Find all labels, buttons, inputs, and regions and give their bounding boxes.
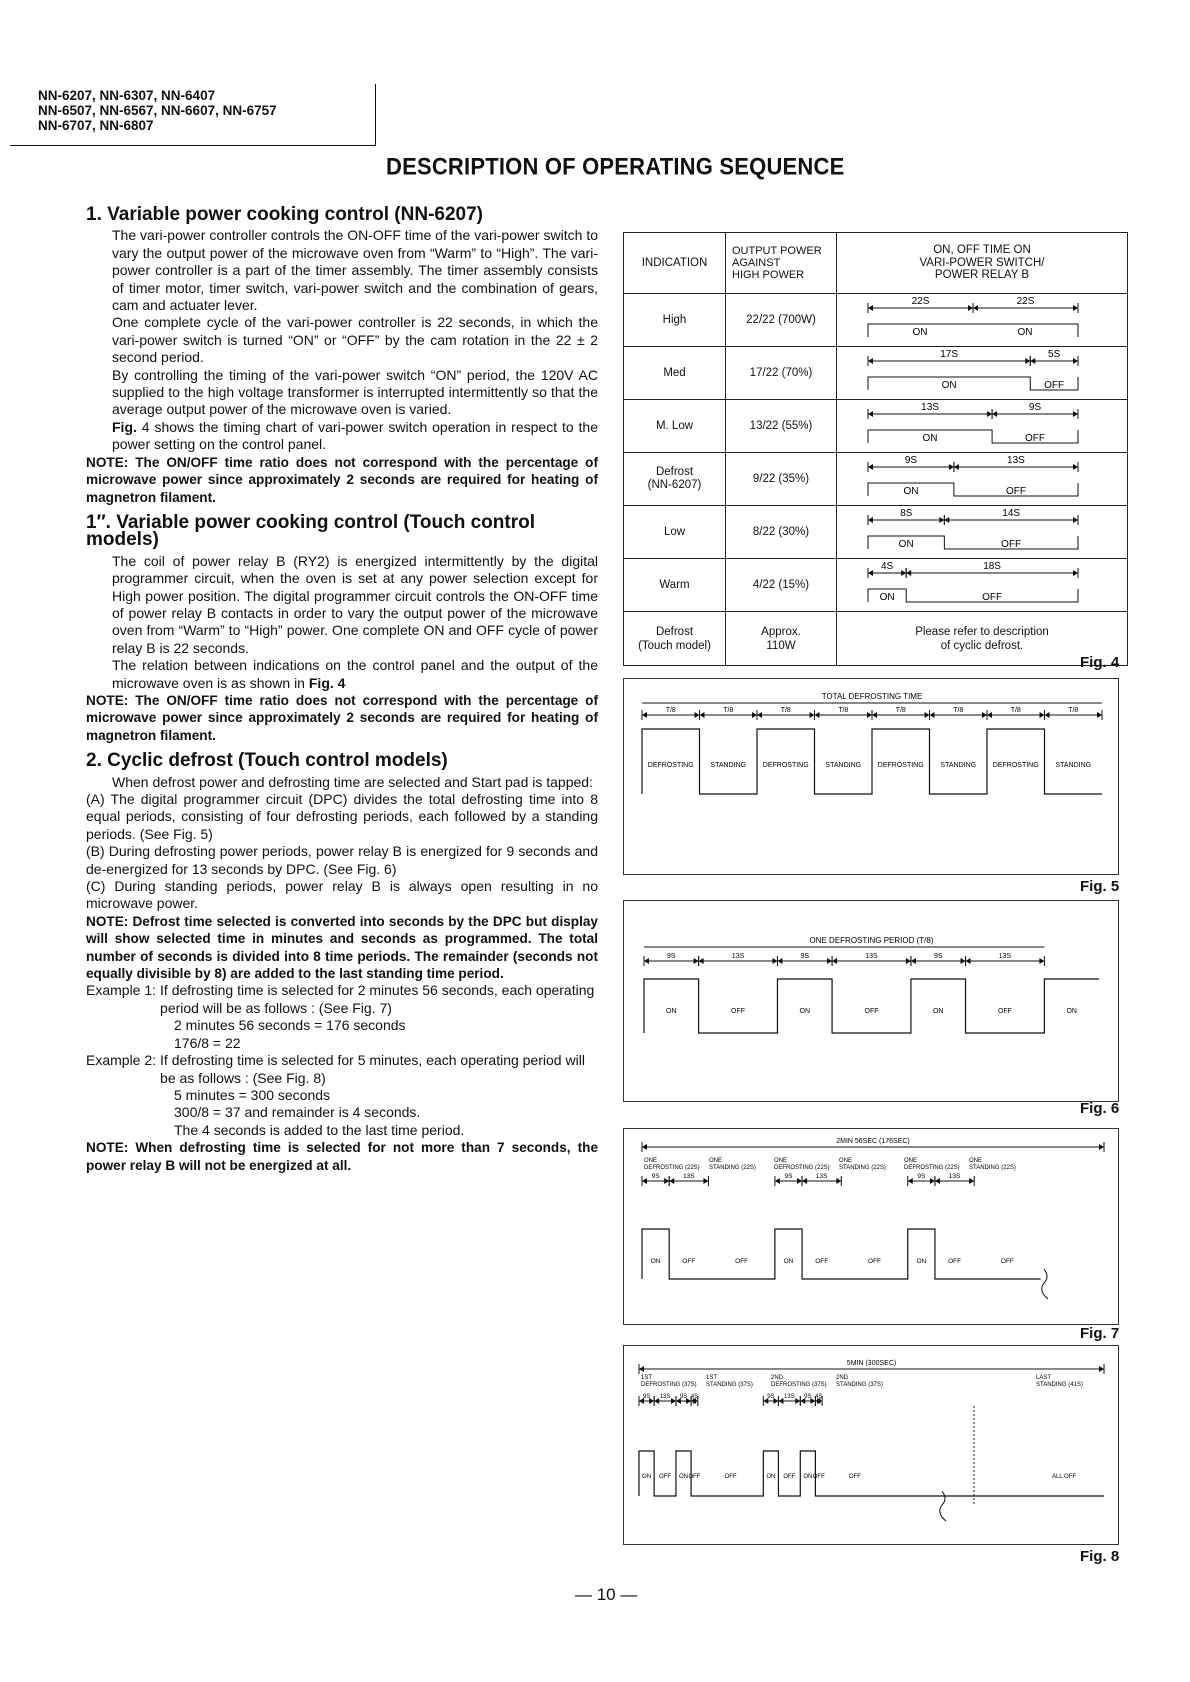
- fig5-period-label: T/8: [780, 707, 791, 714]
- timing-arrow-on-head: [868, 570, 873, 576]
- fig4-timing-cell: [837, 506, 1128, 559]
- fig4-timing-chart: [838, 453, 1126, 502]
- fig8-state-label: ALL OFF: [1051, 1474, 1077, 1480]
- fig7-time-arrow-head: [669, 1178, 674, 1184]
- fig8-time-arrow-head: [795, 1398, 800, 1404]
- fig7-state-label: ON: [650, 1258, 661, 1265]
- fig5-period-arrow-head: [872, 712, 877, 718]
- fig8-state-label: OFF: [812, 1474, 825, 1480]
- section-2-note-2: NOTE: When defrosting time is selected for not more than 7 seconds, the power relay B will not be energized at all.: [86, 1140, 598, 1173]
- fig4-timing-cell: [837, 559, 1128, 612]
- fig4-last-output: [726, 612, 837, 666]
- fig6-state-label: OFF: [864, 1008, 879, 1015]
- timing-state-on: ON: [898, 539, 914, 550]
- section-1-note: NOTE: The ON/OFF time ratio does not correspond with the percentage of microwave power since approximately 2 seconds are required for heating of magnetron filament.: [86, 454, 598, 505]
- timing-state-off: OFF: [1044, 380, 1065, 391]
- example-1: [86, 982, 598, 1017]
- example-1-label: Example 1:: [86, 982, 157, 999]
- fig4-row-output: 4/22 (15%): [726, 559, 837, 612]
- header-divider-horizontal: [10, 145, 376, 146]
- fig7-period-label: ONE: [774, 1158, 788, 1164]
- fig5-state-label: STANDING: [1055, 762, 1092, 769]
- section-1-p3b-text: 4 shows the timing chart of vari-power switch operation in respect to the power setting on the control panel.: [112, 418, 598, 453]
- timing-arrow-on-head: [968, 305, 973, 311]
- fig6-time-label: 9S: [933, 953, 943, 960]
- fig7-period-label: STANDING (22S): [709, 1165, 756, 1171]
- fig4-row-indication: M. Low: [624, 400, 726, 453]
- fig7-period-label: ONE: [839, 1158, 853, 1164]
- fig8-time-label: 13S: [659, 1394, 671, 1400]
- fig4-last-ind-1: Defrost: [655, 625, 694, 638]
- fig5-label: Fig. 5: [1080, 878, 1120, 895]
- section-1b-note: NOTE: The ON/OFF time ratio does not correspond with the percentage of microwave power since approximately 2 seconds are required for heating of magnetron filament.: [86, 692, 598, 743]
- fig4-head-output-3: HIGH POWER: [732, 269, 805, 281]
- timing-arrow-on-head: [1025, 358, 1030, 364]
- fig7-state-label: OFF: [1000, 1258, 1014, 1265]
- fig7-period-label: ONE: [709, 1158, 723, 1164]
- fig5-period-label: T/8: [895, 707, 906, 714]
- fig6-time-arrow-head: [1039, 958, 1044, 964]
- section-1-heading: 1. Variable power cooking control (NN-6207): [86, 204, 483, 225]
- fig6-state-label: ON: [666, 1008, 677, 1015]
- fig4-timing-chart: [838, 294, 1126, 343]
- fig6-time-arrow-head: [906, 958, 911, 964]
- fig4-row-output: 17/22 (70%): [726, 347, 837, 400]
- fig6-time-arrow-head: [772, 958, 777, 964]
- fig5-period-arrow-head: [700, 712, 705, 718]
- example-2-text: If defrosting time is selected for 5 minutes, each operating period will be as follows : (See Fig. 8): [160, 1052, 585, 1086]
- fig7-label: Fig. 7: [1080, 1325, 1120, 1342]
- fig7-total-arrow-head: [1099, 1144, 1104, 1150]
- fig7-period-label: ONE: [969, 1158, 983, 1164]
- fig8-period-label: 1ST: [706, 1375, 718, 1381]
- fig4-last-note-1: Please refer to description: [915, 625, 1049, 638]
- timing-arrow-off-head: [973, 305, 978, 311]
- timing-waveform: [868, 483, 1078, 496]
- timing-state-on: ON: [941, 380, 957, 391]
- fig8-period-label: DEFROSTING (37S): [771, 1382, 827, 1388]
- example-2-line-4: The 4 seconds is added to the last time period.: [174, 1121, 465, 1138]
- fig8-label: Fig. 8: [1080, 1548, 1120, 1565]
- timing-state-off: OFF: [982, 592, 1003, 603]
- text-column: [86, 206, 598, 1174]
- fig4-head-output-1: OUTPUT POWER: [732, 245, 822, 257]
- section-2-c: (C) During standing periods, power relay B is always open resulting in no microwave power.: [86, 878, 598, 912]
- fig4-head-indication: INDICATION: [624, 233, 726, 294]
- fig8-time-label: 13S: [784, 1394, 795, 1400]
- fig4-table: [623, 232, 1128, 666]
- fig5-period-label: T/8: [1010, 707, 1021, 714]
- fig8-time-arrow-head: [778, 1398, 783, 1404]
- fig7-time-label: 9S: [917, 1173, 926, 1180]
- fig4-row-indication: Warm: [624, 559, 726, 612]
- fig6-waveform: [644, 979, 1099, 1033]
- fig5-state-label: STANDING: [825, 762, 862, 769]
- fig6-time-label: 9S: [800, 953, 810, 960]
- fig6-state-label: OFF: [731, 1008, 746, 1015]
- fig7-state-label: OFF: [815, 1258, 829, 1265]
- fig8-state-label: ON: [803, 1474, 813, 1480]
- fig8-period-label: STANDING (41S): [1036, 1382, 1083, 1388]
- model-line-1: NN-6207, NN-6307, NN-6407: [38, 88, 216, 103]
- fig5-period-arrow-head: [925, 712, 930, 718]
- fig7-time-arrow-head: [935, 1178, 940, 1184]
- fig4-row-output: 13/22 (55%): [726, 400, 837, 453]
- timing-state-on: ON: [922, 433, 938, 444]
- fig6-time-arrow-head: [777, 958, 782, 964]
- fig5-period-arrow-head: [642, 712, 647, 718]
- fig6-time-arrow-head: [644, 958, 649, 964]
- model-line-2: NN-6507, NN-6567, NN-6607, NN-6757: [38, 103, 277, 118]
- fig4-row-indication: Med: [624, 347, 726, 400]
- timing-arrow-off-head: [992, 411, 997, 417]
- fig6-time-arrow-head: [694, 958, 699, 964]
- fig8-period-label: 2ND: [836, 1375, 849, 1381]
- fig8-period-label: STANDING (37S): [836, 1382, 883, 1388]
- timing-arrow-off-head: [1030, 358, 1035, 364]
- fig5-period-arrow-head: [987, 712, 992, 718]
- fig8-time-label: 9S: [767, 1394, 775, 1400]
- timing-label-off: 13S: [1007, 455, 1025, 466]
- fig4-timing-cell: [837, 400, 1128, 453]
- fig5-period-arrow-head: [752, 712, 757, 718]
- fig7-state-label: OFF: [868, 1258, 882, 1265]
- timing-arrow-off-head: [1073, 358, 1078, 364]
- example-1-line-2: 2 minutes 56 seconds = 176 seconds: [174, 1017, 406, 1034]
- fig5-period-arrow-head: [695, 712, 700, 718]
- fig5-title: TOTAL DEFROSTING TIME: [821, 692, 923, 701]
- fig4-row-indication: High: [624, 294, 726, 347]
- timing-waveform: [868, 324, 1078, 337]
- fig5-period-arrow-head: [930, 712, 935, 718]
- timing-arrow-on-head: [949, 464, 954, 470]
- timing-arrow-off-head: [954, 464, 959, 470]
- section-1b-p2: [86, 657, 598, 692]
- fig8-chart: [624, 1346, 1118, 1544]
- fig4-row-output: 22/22 (700W): [726, 294, 837, 347]
- fig7-time-arrow-head: [908, 1178, 913, 1184]
- timing-arrow-off-head: [1073, 411, 1078, 417]
- fig7-period-label: DEFROSTING (22S): [904, 1165, 960, 1171]
- fig4-row-indication: Low: [624, 506, 726, 559]
- fig7-state-label: OFF: [735, 1258, 749, 1265]
- fig6-chart: [624, 901, 1118, 1101]
- fig8-state-label: OFF: [783, 1474, 796, 1480]
- fig4-last-indication: [624, 612, 726, 666]
- fig8-time-label: 4S: [815, 1394, 823, 1400]
- fig7-time-arrow-head: [969, 1178, 974, 1184]
- fig8-time-label: 9S: [804, 1394, 812, 1400]
- timing-state-on: ON: [879, 592, 895, 603]
- fig8-time-arrow-head: [654, 1398, 659, 1404]
- fig4-head-onoff-1: ON, OFF TIME ON: [933, 244, 1031, 257]
- timing-label-on: 17S: [940, 349, 959, 360]
- timing-arrow-off-head: [906, 570, 911, 576]
- timing-arrow-off-head: [1073, 464, 1078, 470]
- timing-arrow-off-head: [1073, 570, 1078, 576]
- fig8-period-label: 2ND: [771, 1375, 784, 1381]
- timing-label-off: 14S: [1002, 508, 1021, 519]
- fig5-state-label: STANDING: [940, 762, 977, 769]
- fig7-time-label: 13S: [815, 1173, 828, 1180]
- fig6-time-label: 13S: [998, 953, 1012, 960]
- section-1-p3b: [86, 419, 598, 454]
- timing-arrow-on-head: [868, 305, 873, 311]
- fig6-time-arrow-head: [699, 958, 704, 964]
- timing-label-on: 22S: [911, 296, 930, 307]
- fig7-period-label: DEFROSTING (22S): [644, 1165, 700, 1171]
- fig8-state-label: OFF: [688, 1474, 701, 1480]
- timing-arrow-on-head: [868, 464, 873, 470]
- fig4-last-out-2: 110W: [766, 639, 796, 652]
- fig5-period-label: T/8: [953, 707, 964, 714]
- fig4-head-onoff: [837, 233, 1128, 294]
- header-divider-vertical: [375, 84, 376, 146]
- example-2: [86, 1052, 598, 1087]
- fig6-state-label: OFF: [997, 1008, 1012, 1015]
- page-number: — 10 —: [575, 1585, 638, 1604]
- fig-ref: Fig. 4: [308, 674, 346, 691]
- fig8-state-label: ON: [766, 1474, 776, 1480]
- fig5-state-label: DEFROSTING: [992, 762, 1039, 769]
- fig5-period-arrow-head: [1040, 712, 1045, 718]
- fig4-row-indication: Defrost (NN-6207): [624, 453, 726, 506]
- section-2-a: (A) The digital programmer circuit (DPC) divides the total defrosting time into 8 equal periods, consisting of four defrosting periods, each followed by a standing periods. (See Fig. 5): [86, 791, 598, 842]
- timing-arrow-on-head: [868, 358, 873, 364]
- fig7-period-label: ONE: [904, 1158, 918, 1164]
- fig4-head-output-2: AGAINST: [732, 257, 781, 269]
- model-line-3: NN-6707, NN-6807: [38, 118, 154, 133]
- fig4-label: Fig. 4: [1080, 654, 1120, 671]
- timing-label-on: 4S: [880, 561, 894, 572]
- fig8-title: 5MIN (300SEC): [846, 1360, 897, 1367]
- timing-state-on: ON: [903, 486, 919, 497]
- fig8-time-label: 9S: [642, 1394, 651, 1400]
- fig5-frame: [623, 678, 1119, 875]
- fig5-period-label: T/8: [838, 707, 849, 714]
- fig5-period-label: T/8: [723, 707, 734, 714]
- timing-label-off: 5S: [1048, 349, 1061, 360]
- section-1-p3a: By controlling the timing of the vari-power switch “ON” period, the 120V AC supplied to the high voltage transformer is interrupted intermittently so that the average output power of the microwave oven is varied.: [112, 366, 598, 418]
- section-1b-heading: 1″. Variable power cooking control (Touch control models): [86, 511, 535, 551]
- fig8-period-label: DEFROSTING (37S): [641, 1382, 697, 1388]
- fig6-time-arrow-head: [961, 958, 966, 964]
- timing-state-off: OFF: [1001, 539, 1022, 550]
- fig4-last-note-2: of cyclic defrost.: [940, 639, 1024, 652]
- fig6-time-arrow-head: [911, 958, 916, 964]
- fig7-state-label: OFF: [948, 1258, 962, 1265]
- fig4-head-output: [726, 233, 837, 294]
- fig4-last-ind-2: (Touch model): [638, 639, 711, 652]
- fig4-timing-cell: [837, 347, 1128, 400]
- timing-state-on: ON: [912, 327, 928, 338]
- fig7-period-label: ONE: [644, 1158, 658, 1164]
- example-1-line-3: 176/8 = 22: [174, 1034, 241, 1051]
- timing-label-off: 22S: [1016, 296, 1035, 307]
- timing-label-off: 9S: [1028, 402, 1042, 413]
- timing-arrow-on-head: [987, 411, 992, 417]
- fig8-period-label: STANDING (37S): [706, 1382, 753, 1388]
- section-2-note: NOTE: Defrost time selected is converted into seconds by the DPC but display will show selected time in minutes and seconds as programmed. The total number of seconds is divided into 8 time periods. The remainder (seconds not equally divisible by 8) are added to the last standing time period.: [86, 913, 598, 982]
- fig4-timing-chart: [838, 506, 1126, 555]
- fig8-state-label: ON: [679, 1474, 689, 1480]
- example-2-line-2: 5 minutes = 300 seconds: [174, 1086, 331, 1103]
- fig5-period-arrow-head: [757, 712, 762, 718]
- fig5-state-label: STANDING: [710, 762, 747, 769]
- section-1b-p2-text: The relation between indications on the control panel and the output of the microwave oven is as shown in: [112, 657, 598, 691]
- fig8-state-label: OFF: [848, 1474, 861, 1480]
- fig7-time-label: 9S: [651, 1173, 660, 1180]
- timing-state-off: OFF: [1025, 433, 1046, 444]
- fig8-state-label: OFF: [659, 1474, 672, 1480]
- example-1-text: If defrosting time is selected for 2 minutes 56 seconds, each operating period will be as follows : (See Fig. 7): [160, 982, 595, 1016]
- fig6-time-arrow-head: [827, 958, 832, 964]
- fig5-period-label: T/8: [665, 707, 676, 714]
- section-2-intro: When defrost power and defrosting time are selected and Start pad is tapped:: [112, 773, 593, 790]
- timing-arrow-on-head: [868, 411, 873, 417]
- timing-label-on: 9S: [904, 455, 918, 466]
- fig4-row-output: 9/22 (35%): [726, 453, 837, 506]
- timing-arrow-on-head: [901, 570, 906, 576]
- fig5-period-arrow-head: [815, 712, 820, 718]
- fig7-total-arrow-head: [642, 1144, 647, 1150]
- fig7-title: 2MIN 56SEC (176SEC): [836, 1138, 910, 1145]
- fig5-state-label: DEFROSTING: [762, 762, 809, 769]
- fig8-time-arrow-head: [671, 1398, 676, 1404]
- fig6-time-label: 9S: [667, 953, 676, 960]
- example-2-label: Example 2:: [86, 1052, 157, 1069]
- fig6-title: ONE DEFROSTING PERIOD (T/8): [809, 936, 934, 945]
- fig8-period-label: LAST: [1036, 1375, 1052, 1381]
- fig4-row-output: 8/22 (30%): [726, 506, 837, 559]
- fig5-state-label: DEFROSTING: [877, 762, 924, 769]
- fig4-timing-cell: [837, 294, 1128, 347]
- fig7-chart: [624, 1129, 1118, 1324]
- section-2-heading: 2. Cyclic defrost (Touch control models): [86, 750, 448, 772]
- fig7-period-label: STANDING (22S): [839, 1165, 886, 1171]
- section-1b-p1: The coil of power relay B (RY2) is energized intermittently by the digital programmer circuit, when the oven is set at any power selection except for High power position. The digital programmer circuit controls the ON-OFF time of power relay B contacts in order to vary the output power of the microwave oven from “Warm” to “High” power. One complete ON and OFF cycle of power relay B is 22 seconds.: [112, 552, 598, 656]
- fig5-period-arrow-head: [1045, 712, 1050, 718]
- timing-waveform: [868, 589, 1078, 602]
- timing-waveform: [868, 430, 1078, 443]
- fig7-waveform: [642, 1229, 1041, 1279]
- fig6-state-label: ON: [932, 1008, 944, 1015]
- fig6-state-label: ON: [1066, 1008, 1077, 1015]
- fig5-state-label: DEFROSTING: [647, 762, 694, 769]
- timing-label-off: 18S: [983, 561, 1001, 572]
- fig8-frame: [623, 1345, 1119, 1545]
- fig6-state-label: ON: [799, 1008, 811, 1015]
- fig8-time-label: 9S: [679, 1394, 688, 1400]
- fig8-time-label: 4S: [690, 1394, 699, 1400]
- fig4-last-out-1: Approx.: [761, 625, 801, 638]
- fig4-timing-cell: [837, 453, 1128, 506]
- fig5-period-arrow-head: [867, 712, 872, 718]
- fig7-time-arrow-head: [930, 1178, 935, 1184]
- fig7-frame: [623, 1128, 1119, 1325]
- fig8-total-arrow-head: [1099, 1366, 1104, 1372]
- fig8-total-arrow-head: [639, 1366, 644, 1372]
- fig8-waveform: [639, 1451, 1104, 1496]
- section-1-p1: The vari-power controller controls the ON-OFF time of the vari-power switch to vary the output power of the microwave oven from “Warm” to “High”. The vari-power controller is a part of the timer assembly. The timer assembly consists of timer motor, timer switch, vari-power switch and the combination of gears, cam and actuater lever.: [112, 227, 598, 314]
- fig7-time-arrow-head: [797, 1178, 802, 1184]
- timing-arrow-off-head: [1073, 517, 1078, 523]
- timing-state-on: ON: [1017, 327, 1033, 338]
- fig7-break-mark: [1042, 1269, 1048, 1299]
- fig7-time-arrow-head: [836, 1178, 841, 1184]
- fig8-state-label: OFF: [724, 1474, 737, 1480]
- fig4-head-onoff-3: POWER RELAY B: [934, 269, 1030, 282]
- fig7-period-label: STANDING (22S): [969, 1165, 1016, 1171]
- timing-label-on: 8S: [900, 508, 913, 519]
- fig4-head-onoff-2: VARI-POWER SWITCH/: [919, 256, 1045, 269]
- model-list: [38, 88, 277, 133]
- fig4-table-wrap: [623, 232, 1128, 666]
- fig5-period-arrow-head: [810, 712, 815, 718]
- timing-arrow-on-head: [939, 517, 944, 523]
- timing-state-off: OFF: [1005, 486, 1026, 497]
- fig7-time-arrow-head: [802, 1178, 807, 1184]
- fig8-state-label: ON: [642, 1474, 652, 1480]
- fig7-time-label: 13S: [683, 1173, 695, 1180]
- fig7-time-label: 13S: [948, 1173, 961, 1180]
- fig6-label: Fig. 6: [1080, 1100, 1120, 1117]
- fig7-time-arrow-head: [664, 1178, 669, 1184]
- fig7-state-label: OFF: [682, 1258, 696, 1265]
- fig4-timing-chart: [838, 347, 1126, 396]
- fig7-time-arrow-head: [642, 1178, 647, 1184]
- fig7-state-label: ON: [916, 1258, 927, 1265]
- fig7-state-label: ON: [783, 1258, 794, 1265]
- fig7-period-label: DEFROSTING (22S): [774, 1165, 830, 1171]
- fig4-timing-chart: [838, 400, 1126, 449]
- timing-arrow-off-head: [944, 517, 949, 523]
- timing-label-on: 13S: [921, 402, 939, 413]
- fig5-period-arrow-head: [982, 712, 987, 718]
- fig-ref: Fig.: [112, 418, 137, 435]
- section-2-b: (B) During defrosting power periods, power relay B is energized for 9 seconds and de-energized for 13 seconds by DPC. (See Fig. 6): [86, 843, 598, 877]
- section-1-p2: One complete cycle of the vari-power controller is 22 seconds, in which the vari-power switch is turned “ON” or “OFF” by the cam rotation in the 22 ± 2 second period.: [112, 314, 598, 366]
- fig6-frame: [623, 900, 1119, 1102]
- fig6-time-label: 13S: [731, 953, 745, 960]
- fig5-chart: [624, 679, 1118, 874]
- timing-arrow-on-head: [868, 517, 873, 523]
- fig7-time-arrow-head: [703, 1178, 708, 1184]
- fig8-period-label: 1ST: [641, 1375, 653, 1381]
- timing-arrow-off-head: [1073, 305, 1078, 311]
- page-title: DESCRIPTION OF OPERATING SEQUENCE: [386, 152, 845, 180]
- fig5-period-arrow-head: [1097, 712, 1102, 718]
- fig5-period-label: T/8: [1068, 707, 1079, 714]
- example-2-line-3: 300/8 = 37 and remainder is 4 seconds.: [174, 1104, 421, 1121]
- fig7-time-arrow-head: [775, 1178, 780, 1184]
- fig6-time-arrow-head: [832, 958, 837, 964]
- fig7-time-label: 9S: [784, 1173, 793, 1180]
- fig6-time-arrow-head: [966, 958, 971, 964]
- fig4-timing-chart: [838, 559, 1126, 608]
- fig6-time-label: 13S: [865, 953, 878, 960]
